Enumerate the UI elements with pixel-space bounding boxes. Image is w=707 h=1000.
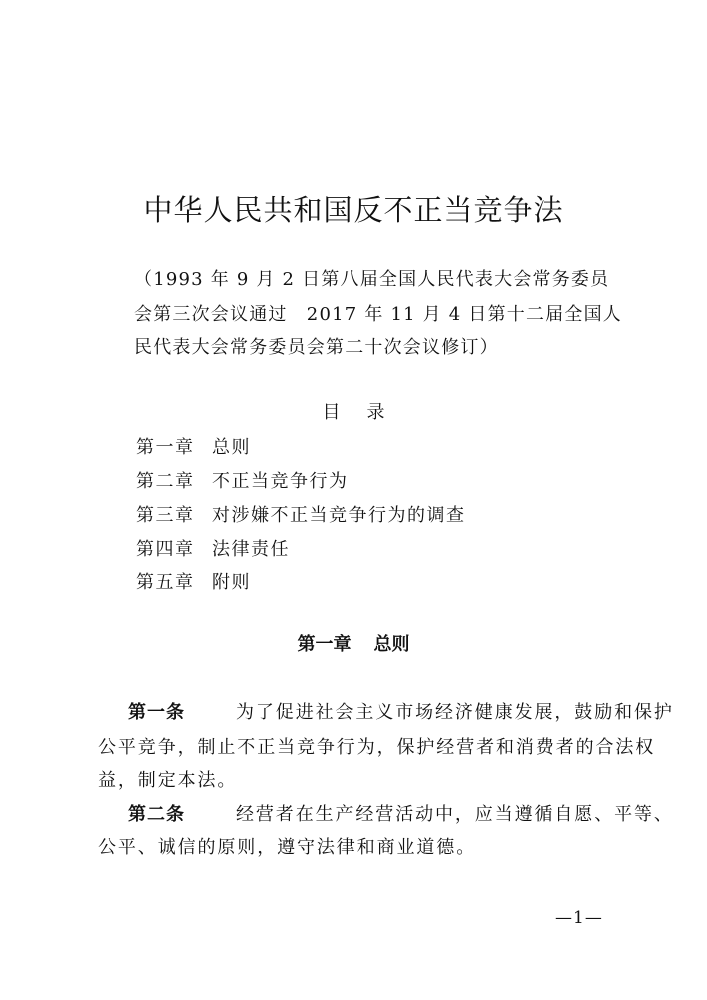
page-number: —1— <box>555 908 603 928</box>
toc-item-label: 附则 <box>212 572 251 593</box>
toc-item-label: 对涉嫌不正当竞争行为的调查 <box>212 505 466 526</box>
toc-item-label: 总则 <box>212 437 251 458</box>
article-1-line-1 <box>128 698 674 724</box>
toc-item-label: 法律责任 <box>212 539 290 560</box>
toc-item <box>136 568 251 594</box>
article-text: 经营者在生产经营活动中，应当遵循自愿、平等、 <box>236 804 674 825</box>
document-title: 中华人民共和国反不正当竞争法 <box>143 193 564 227</box>
article-label: 第一条 <box>128 702 185 723</box>
toc-heading: 目录 <box>322 402 411 423</box>
toc-item <box>136 467 349 493</box>
article-2-line-2: 公平、诚信的原则，遵守法律和商业道德。 <box>98 837 477 858</box>
chapter-number: 第一章 <box>297 634 352 655</box>
toc-item-number: 第二章 <box>136 471 195 492</box>
article-label: 第二条 <box>128 804 185 825</box>
chapter-title: 总则 <box>373 634 410 655</box>
article-1-line-2: 公平竞争，制止不正当竞争行为，保护经营者和消费者的合法权 <box>98 737 656 758</box>
toc-item <box>136 501 466 527</box>
toc-item <box>136 535 290 561</box>
toc-item <box>136 433 251 459</box>
article-text: 为了促进社会主义市场经济健康发展，鼓励和保护 <box>236 702 674 723</box>
article-2-line-1 <box>128 800 674 826</box>
article-1-line-3: 益，制定本法。 <box>98 770 238 791</box>
toc-item-number: 第四章 <box>136 539 195 560</box>
subtitle-line-1: （1993 年 9 月 2 日第八届全国人民代表大会常务委员 <box>134 269 610 290</box>
toc-item-label: 不正当竞争行为 <box>212 471 349 492</box>
chapter-heading <box>0 630 707 656</box>
toc-item-number: 第一章 <box>136 437 195 458</box>
toc-item-number: 第五章 <box>136 572 195 593</box>
toc-item-number: 第三章 <box>136 505 195 526</box>
subtitle-line-2: 会第三次会议通过 2017 年 11 月 4 日第十二届全国人 <box>134 304 622 325</box>
subtitle-line-3: 民代表大会常务委员会第二十次会议修订） <box>134 337 499 358</box>
